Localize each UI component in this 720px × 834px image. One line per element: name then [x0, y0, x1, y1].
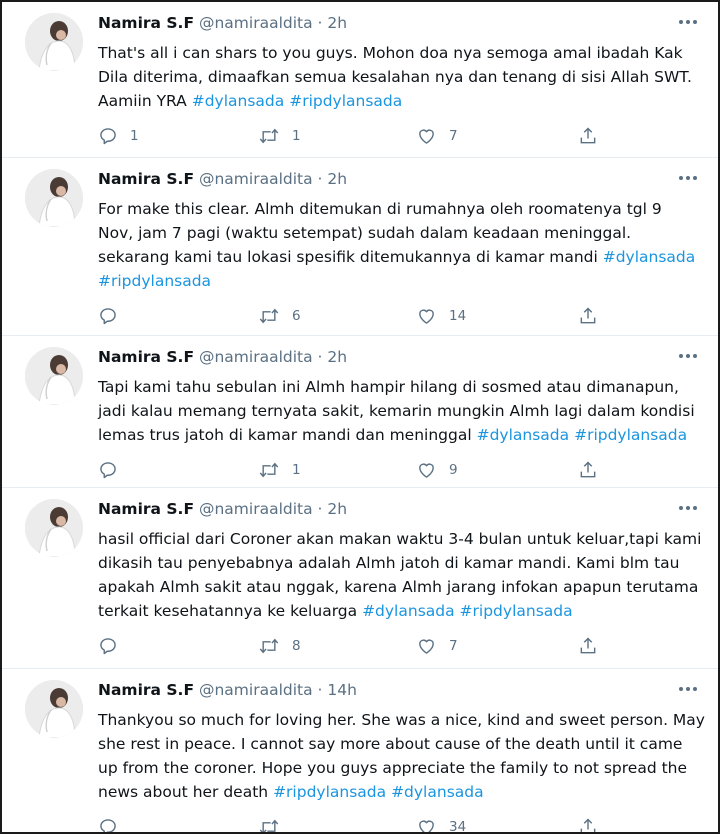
tweet-text-line: [98, 708, 704, 732]
separator-dot: ·: [317, 170, 323, 188]
tweet-header: [98, 14, 347, 32]
retweet-arrows-icon: [258, 126, 280, 146]
speech-bubble-icon: [98, 306, 118, 326]
tweet-text: [98, 708, 704, 804]
tweet-text-segment: jadi kalau memang ternyata sakit, kemarin mungkin Almh lagi dalam kondisi: [98, 402, 695, 420]
tweet-4[interactable]: [2, 488, 718, 669]
speech-bubble-icon: [98, 817, 118, 834]
heart-outline-icon: [416, 306, 437, 326]
tweet-text-segment: Dila diterima, dimaafkan semua kesalahan nya dan tenang di sisi Allah SWT.: [98, 68, 692, 86]
tweet-actions: [98, 460, 618, 482]
tweet-text-segment: Thankyou so much for loving her. She was a nice, kind and sweet person. May: [98, 711, 705, 729]
like-button[interactable]: [416, 636, 458, 656]
share-upload-icon: [578, 126, 598, 146]
speech-bubble-icon: [98, 460, 118, 480]
tweet-text-line: [98, 65, 704, 89]
tweet-text-line: [98, 375, 704, 399]
share-button[interactable]: [578, 460, 598, 480]
share-button[interactable]: [578, 636, 598, 656]
tweet-text-line: [98, 245, 704, 269]
tweet-text-segment: apakah Almh sakit atau nggak, karena Almh jarang infokan apapun terutama: [98, 578, 699, 596]
hashtag-link[interactable]: #ripdylansada: [574, 426, 688, 444]
hashtag-link[interactable]: #dylansada: [391, 783, 484, 801]
hashtag-link[interactable]: #ripdylansada: [459, 602, 573, 620]
tweet-text-segment: dikasih tau penyebabnya adalah Almh jatoh di kamar mandi. Kami blm tau: [98, 554, 680, 572]
heart-outline-icon: [416, 126, 437, 146]
like-button[interactable]: [416, 817, 466, 834]
tweet-timestamp[interactable]: 2h: [327, 348, 348, 366]
avatar-photo-icon: [25, 169, 83, 227]
tweet-actions: [98, 306, 618, 328]
tweet-text-line: [98, 423, 704, 447]
heart-outline-icon: [416, 460, 437, 480]
avatar-photo-icon: [25, 347, 83, 405]
more-dots-icon: [678, 353, 698, 359]
more-options-button[interactable]: [676, 168, 700, 188]
separator-dot: ·: [317, 500, 323, 518]
share-button[interactable]: [578, 126, 598, 146]
tweet-text-segment: For make this clear. Almh ditemukan di rumahnya oleh roomatenya tgl 9: [98, 200, 662, 218]
share-button[interactable]: [578, 306, 598, 326]
retweet-button[interactable]: [258, 817, 292, 834]
tweet-timestamp[interactable]: 14h: [327, 681, 357, 699]
author-name[interactable]: Namira S.F: [98, 500, 195, 518]
tweet-text: [98, 375, 704, 447]
tweet-text: [98, 41, 704, 113]
author-name[interactable]: Namira S.F: [98, 681, 195, 699]
more-dots-icon: [678, 505, 698, 511]
retweet-arrows-icon: [258, 636, 280, 656]
avatar[interactable]: [25, 169, 83, 227]
retweet-button[interactable]: [258, 460, 301, 480]
reply-count: 1: [130, 128, 139, 144]
avatar-photo-icon: [25, 680, 83, 738]
retweet-count: 6: [292, 308, 301, 324]
tweet-actions: [98, 817, 618, 834]
tweet-text-segment: news about her death: [98, 783, 274, 801]
reply-button[interactable]: [98, 126, 139, 146]
tweet-header: [98, 681, 357, 699]
speech-bubble-icon: [98, 126, 118, 146]
retweet-button[interactable]: [258, 126, 301, 146]
tweet-header: [98, 348, 347, 366]
hashtag-link[interactable]: #dylansada: [476, 426, 570, 444]
retweet-arrows-icon: [258, 306, 280, 326]
tweet-text-segment: terkait kesehatannya ke keluarga: [98, 602, 363, 620]
tweet-text-segment: sekarang kami tau lokasi spesifik ditemukannya di kamar mandi: [98, 248, 603, 266]
author-handle[interactable]: @namiraaldita: [198, 170, 313, 188]
hashtag-link[interactable]: #dylansada: [191, 92, 285, 110]
hashtag-link[interactable]: #dylansada: [602, 248, 696, 266]
share-upload-icon: [578, 306, 598, 326]
heart-outline-icon: [416, 636, 437, 656]
author-handle[interactable]: @namiraaldita: [198, 681, 313, 699]
more-options-button[interactable]: [676, 679, 700, 699]
tweet-text-line: [98, 780, 704, 804]
tweet-text-segment: she rest in peace. I cannot say more about cause of the death until it came: [98, 735, 683, 753]
tweet-text-line: [98, 221, 704, 245]
tweet-actions: [98, 636, 618, 658]
tweet-text-segment: Aamiin YRA: [98, 92, 192, 110]
share-upload-icon: [578, 460, 598, 480]
speech-bubble-icon: [98, 636, 118, 656]
tweet-text-segment: up from the coroner. Hope you guys appreciate the family to not spread the: [98, 759, 688, 777]
reply-button[interactable]: [98, 460, 130, 480]
avatar[interactable]: [25, 499, 83, 557]
like-count: 14: [449, 308, 467, 324]
more-dots-icon: [678, 19, 698, 25]
hashtag-link[interactable]: #ripdylansada: [289, 92, 403, 110]
author-name[interactable]: Namira S.F: [98, 348, 195, 366]
tweet-5[interactable]: [2, 669, 718, 832]
retweet-arrows-icon: [258, 460, 280, 480]
tweet-text-line: [98, 269, 704, 293]
avatar[interactable]: [25, 347, 83, 405]
share-upload-icon: [578, 817, 598, 834]
tweet-text-line: [98, 551, 704, 575]
heart-outline-icon: [416, 817, 437, 834]
tweet-text-segment: lemas trus jatoh di kamar mandi dan meninggal: [98, 426, 477, 444]
hashtag-link[interactable]: #ripdylansada: [98, 272, 212, 290]
like-count: 34: [449, 819, 467, 834]
retweet-button[interactable]: [258, 306, 301, 326]
tweet-text-segment: Tapi kami tahu sebulan ini Almh hampir hilang di sosmed atau dimanapun,: [98, 378, 679, 396]
like-count: 9: [449, 462, 458, 478]
tweet-text-line: [98, 527, 704, 551]
tweet-text-line: [98, 197, 704, 221]
author-handle[interactable]: @namiraaldita: [198, 500, 313, 518]
like-count: 7: [449, 128, 458, 144]
share-button[interactable]: [578, 817, 598, 834]
tweet-actions: [98, 126, 618, 148]
tweet-text-segment: That's all i can shars to you guys. Mohon doa nya semoga amal ibadah Kak: [98, 44, 683, 62]
more-dots-icon: [678, 175, 698, 181]
avatar[interactable]: [25, 680, 83, 738]
retweet-count: 1: [292, 462, 301, 478]
tweet-text-line: [98, 399, 704, 423]
author-handle[interactable]: @namiraaldita: [198, 14, 313, 32]
like-button[interactable]: [416, 460, 458, 480]
tweet-3[interactable]: [2, 336, 718, 488]
retweet-count: 1: [292, 128, 301, 144]
author-name[interactable]: Namira S.F: [98, 14, 195, 32]
tweet-text-line: [98, 599, 704, 623]
tweet-header: [98, 500, 347, 518]
reply-button[interactable]: [98, 817, 130, 834]
tweet-text-line: [98, 41, 704, 65]
more-options-button[interactable]: [676, 12, 700, 32]
tweet-text-segment: hasil official dari Coroner akan makan waktu 3-4 bulan untuk keluar,tapi kami: [98, 530, 702, 548]
separator-dot: ·: [317, 681, 323, 699]
share-upload-icon: [578, 636, 598, 656]
avatar[interactable]: [25, 13, 83, 71]
like-count: 7: [449, 638, 458, 654]
tweet-text-line: [98, 575, 704, 599]
author-handle[interactable]: @namiraaldita: [198, 348, 313, 366]
reply-button[interactable]: [98, 636, 130, 656]
separator-dot: ·: [317, 14, 323, 32]
hashtag-link[interactable]: #dylansada: [362, 602, 455, 620]
tweet-text-segment: Nov, jam 7 pagi (waktu setempat) sudah dalam keadaan meninggal.: [98, 224, 632, 242]
tweet-timestamp[interactable]: 2h: [327, 14, 348, 32]
more-options-button[interactable]: [676, 498, 700, 518]
tweet-2[interactable]: [2, 158, 718, 336]
tweet-text-line: [98, 89, 704, 113]
hashtag-link[interactable]: #ripdylansada: [273, 783, 387, 801]
tweet-timestamp[interactable]: 2h: [327, 170, 348, 188]
tweet-text: [98, 527, 704, 623]
retweet-arrows-icon: [258, 817, 280, 834]
like-button[interactable]: [416, 306, 466, 326]
separator-dot: ·: [317, 348, 323, 366]
avatar-photo-icon: [25, 499, 83, 557]
retweet-count: 8: [292, 638, 301, 654]
tweet-1[interactable]: [2, 2, 718, 158]
tweet-text: [98, 197, 704, 293]
like-button[interactable]: [416, 126, 458, 146]
author-name[interactable]: Namira S.F: [98, 170, 195, 188]
more-dots-icon: [678, 686, 698, 692]
avatar-photo-icon: [25, 13, 83, 71]
tweet-timestamp[interactable]: 2h: [327, 500, 348, 518]
tweet-text-line: [98, 756, 704, 780]
more-options-button[interactable]: [676, 346, 700, 366]
retweet-button[interactable]: [258, 636, 301, 656]
tweet-text-line: [98, 732, 704, 756]
reply-button[interactable]: [98, 306, 130, 326]
tweet-header: [98, 170, 347, 188]
